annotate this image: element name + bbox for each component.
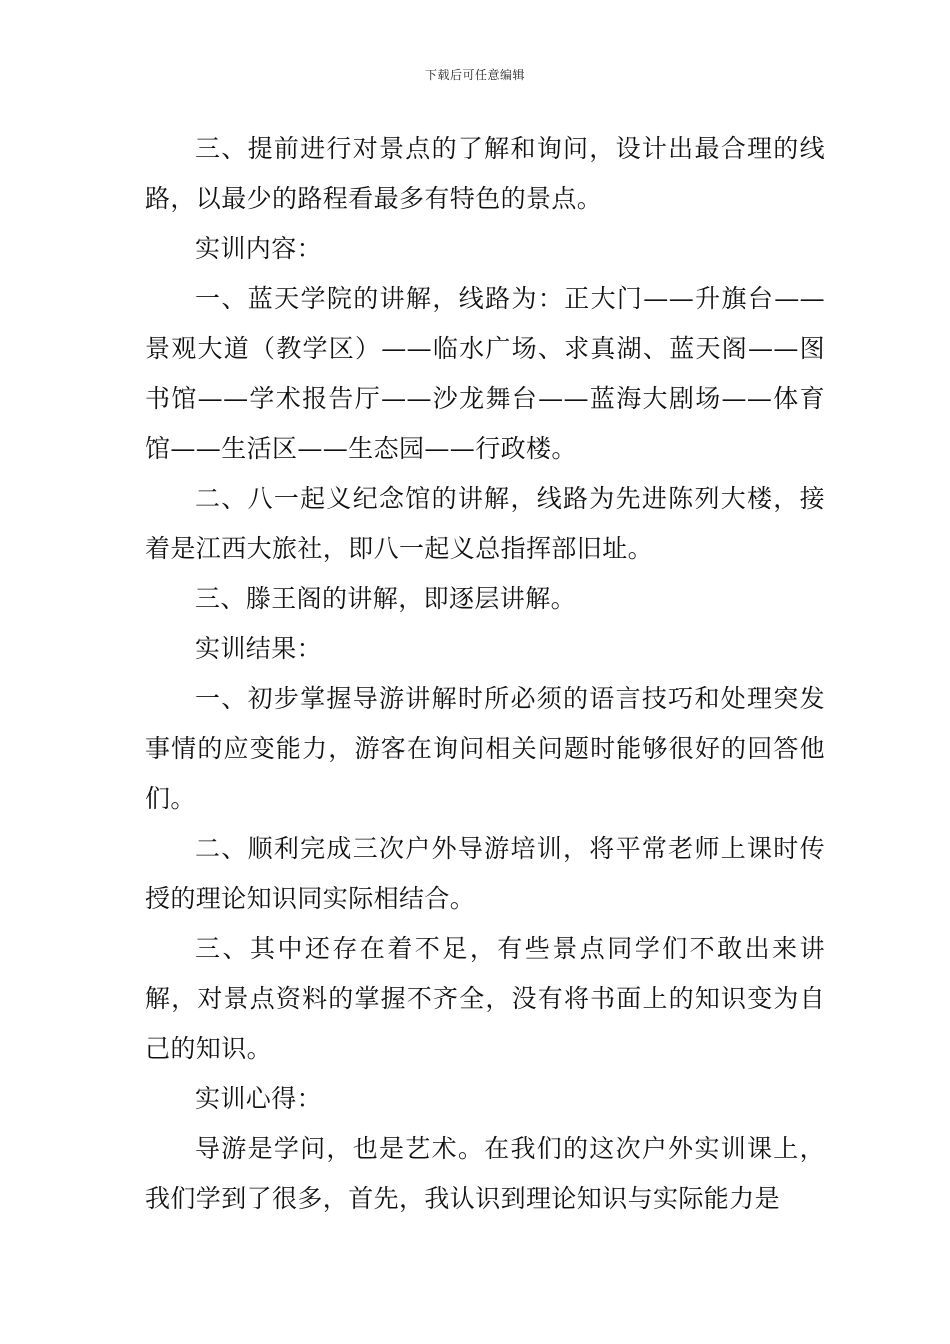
paragraph-result-shortcomings: 三、其中还存在着不足，有些景点同学们不敢出来讲解，对景点资料的掌握不齐全，没有将书面上的知识变为自己的知识。: [145, 934, 825, 1063]
page-header: 下载后可任意编辑: [424, 68, 525, 82]
heading-training-reflections: 实训心得：: [195, 1084, 323, 1113]
paragraph-result-skills: 一、初步掌握导游讲解时所必须的语言技巧和处理突发事情的应变能力，游客在询问相关问题时能够很好的回答他们。: [145, 684, 825, 813]
paragraph-bayi-memorial: 二、八一起义纪念馆的讲解，线路为先进陈列大楼，接着是江西大旅社，即八一起义总指挥部旧址。: [145, 484, 825, 563]
heading-training-results: 实训结果：: [195, 634, 323, 663]
paragraph-preparation: 三、提前进行对景点的了解和询问，设计出最合理的线路，以最少的路程看最多有特色的景点。: [145, 134, 825, 213]
document-body: [145, 124, 825, 1224]
heading-training-content: 实训内容：: [195, 234, 323, 263]
paragraph-reflection: 导游是学问，也是艺术。在我们的这次户外实训课上，我们学到了很多，首先，我认识到理论知识与实际能力是: [145, 1134, 825, 1213]
paragraph-result-outdoor: 二、顺利完成三次户外导游培训，将平常老师上课时传授的理论知识同实际相结合。: [145, 834, 825, 913]
paragraph-tengwang-pavilion: 三、滕王阁的讲解，即逐层讲解。: [195, 584, 577, 613]
paragraph-lantian-route: 一、蓝天学院的讲解，线路为：正大门——升旗台——景观大道（教学区）——临水广场、求真湖、蓝天阁——图书馆——学术报告厅——沙龙舞台——蓝海大剧场——体育馆——生活区——生态园——行政楼。: [145, 284, 825, 463]
